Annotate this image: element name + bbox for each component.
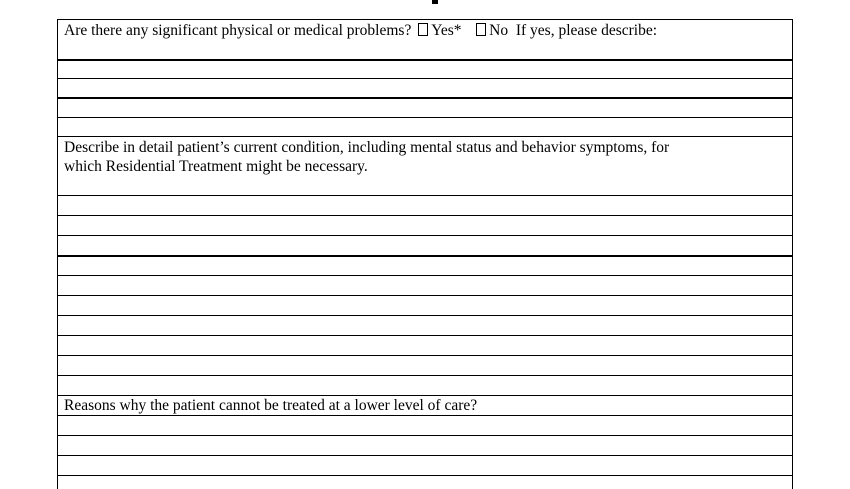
medical-problems-question	[64, 21, 657, 40]
current-condition-answer-line-10[interactable]	[58, 376, 792, 394]
current-condition-answer-line-1[interactable]	[58, 196, 792, 214]
rule	[57, 455, 793, 456]
medical-problems-answer-line-1[interactable]	[58, 60, 792, 78]
medical-problems-prompt: Are there any significant physical or medical problems?	[64, 22, 412, 39]
rule	[57, 136, 793, 137]
rule	[57, 195, 793, 196]
rule	[57, 215, 793, 216]
current-condition-answer-line-4[interactable]	[58, 256, 792, 274]
medical-problems-answer-line-3[interactable]	[58, 99, 792, 117]
rule	[57, 475, 793, 476]
rule	[57, 78, 793, 79]
rule	[57, 415, 793, 416]
rule	[57, 355, 793, 356]
current-condition-answer-line-6[interactable]	[58, 296, 792, 314]
lower-level-care-answer-line-1[interactable]	[58, 436, 792, 454]
rule	[57, 335, 793, 336]
page-header-fragment	[432, 0, 438, 4]
current-condition-answer-line-8[interactable]	[58, 336, 792, 354]
yes-label: Yes*	[431, 22, 462, 39]
current-condition-prompt-line-2: which Residential Treatment might be necessary.	[64, 158, 368, 175]
current-condition-prompt-line-1: Describe in detail patient’s current condition, including mental status and behavior symptoms, for	[64, 139, 670, 156]
current-condition-answer-line-9[interactable]	[58, 356, 792, 374]
medical-problems-answer-line-4[interactable]	[58, 118, 792, 136]
lower-level-care-prompt: Reasons why the patient cannot be treated at a lower level of care?	[64, 397, 478, 414]
yes-checkbox[interactable]	[418, 23, 428, 36]
rule	[57, 255, 793, 257]
rule	[57, 295, 793, 296]
lower-level-care-answer-line-2[interactable]	[58, 456, 792, 474]
current-condition-answer-line-3[interactable]	[58, 236, 792, 254]
current-condition-answer-line-7[interactable]	[58, 316, 792, 334]
current-condition-answer-line-2[interactable]	[58, 216, 792, 234]
no-label: No	[489, 22, 509, 39]
lower-level-care-question	[64, 396, 477, 415]
rule	[57, 315, 793, 316]
medical-problems-answer-line-2[interactable]	[58, 79, 792, 97]
rule	[57, 97, 793, 99]
rule	[57, 375, 793, 376]
rule	[57, 435, 793, 436]
rule	[57, 275, 793, 276]
current-condition-answer-line-5[interactable]	[58, 276, 792, 294]
rule	[57, 117, 793, 118]
no-checkbox[interactable]	[476, 23, 486, 36]
rule	[57, 395, 793, 396]
current-condition-question	[64, 138, 669, 176]
rule	[57, 59, 793, 61]
if-yes-describe-label: If yes, please describe:	[515, 22, 658, 39]
rule	[57, 235, 793, 236]
